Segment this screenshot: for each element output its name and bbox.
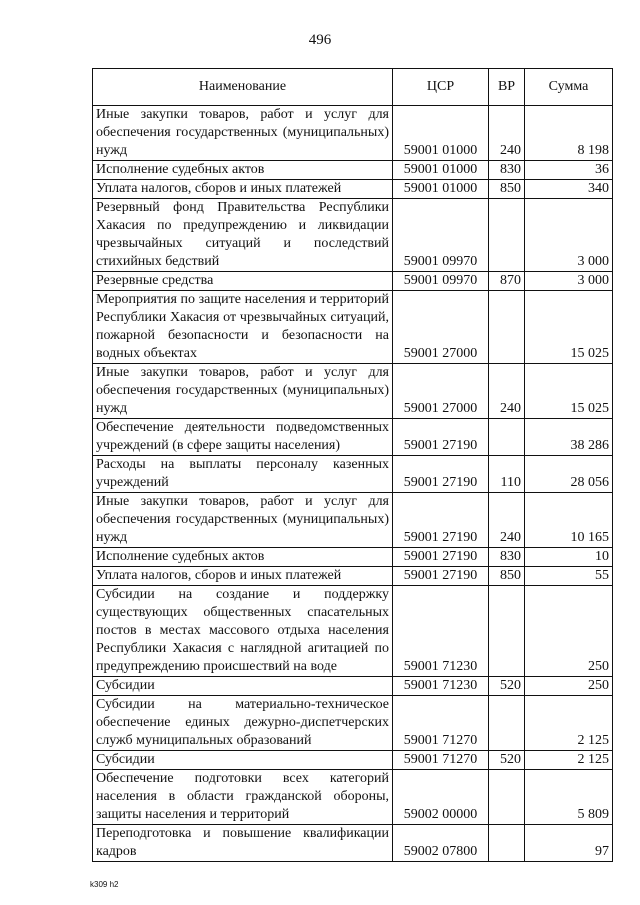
row-vr-cell xyxy=(489,825,525,862)
row-vr-cell: 240 xyxy=(489,106,525,161)
row-csr-cell: 59001 71270 xyxy=(393,751,489,770)
header-sum: Сумма xyxy=(525,69,613,106)
row-csr-cell: 59001 27190 xyxy=(393,548,489,567)
row-vr-cell xyxy=(489,770,525,825)
row-sum-cell: 3 000 xyxy=(525,272,613,291)
table-row xyxy=(93,770,613,825)
row-csr-cell: 59001 71230 xyxy=(393,677,489,696)
row-vr-cell xyxy=(489,419,525,456)
row-sum-cell: 10 165 xyxy=(525,493,613,548)
row-vr-cell: 240 xyxy=(489,493,525,548)
row-name-cell: Уплата налогов, сборов и иных платежей xyxy=(93,180,393,199)
row-name-cell: Субсидии на создание и поддержку существующих общественных спасательных постов в местах массового отдыха населения Республики Хакасия с наглядной агитацией по предупреждению происшествий на воде xyxy=(93,586,393,677)
row-name-cell: Уплата налогов, сборов и иных платежей xyxy=(93,567,393,586)
row-sum-cell: 3 000 xyxy=(525,199,613,272)
row-vr-cell: 850 xyxy=(489,567,525,586)
footer-code: k309 h2 xyxy=(90,880,119,889)
row-sum-cell: 2 125 xyxy=(525,751,613,770)
row-sum-cell: 15 025 xyxy=(525,364,613,419)
row-csr-cell: 59001 71270 xyxy=(393,696,489,751)
row-sum-cell: 2 125 xyxy=(525,696,613,751)
table-row xyxy=(93,677,613,696)
table-row xyxy=(93,493,613,548)
row-sum-cell: 10 xyxy=(525,548,613,567)
row-vr-cell: 240 xyxy=(489,364,525,419)
row-vr-cell: 870 xyxy=(489,272,525,291)
table-row xyxy=(93,180,613,199)
row-name-cell: Иные закупки товаров, работ и услуг для обеспечения государственных (муниципальных) нужд xyxy=(93,364,393,419)
table-row xyxy=(93,567,613,586)
row-csr-cell: 59001 01000 xyxy=(393,106,489,161)
row-name-cell: Обеспечение подготовки всех категорий населения в области гражданской обороны, защиты населения и территорий xyxy=(93,770,393,825)
row-sum-cell: 5 809 xyxy=(525,770,613,825)
table-row xyxy=(93,106,613,161)
row-name-cell: Резервный фонд Правительства Республики Хакасия по предупреждению и ликвидации чрезвычайных ситуаций и последствий стихийных бедствий xyxy=(93,199,393,272)
row-csr-cell: 59001 27000 xyxy=(393,291,489,364)
header-csr: ЦСР xyxy=(393,69,489,106)
header-name: Наименование xyxy=(93,69,393,106)
row-name-cell: Субсидии xyxy=(93,677,393,696)
row-vr-cell: 850 xyxy=(489,180,525,199)
table-body xyxy=(93,106,613,862)
row-csr-cell: 59001 09970 xyxy=(393,272,489,291)
row-csr-cell: 59001 27190 xyxy=(393,456,489,493)
row-name-cell: Субсидии на материально-техническое обеспечение единых дежурно-диспетчерских служб муниципальных образований xyxy=(93,696,393,751)
table-row xyxy=(93,456,613,493)
row-csr-cell: 59001 09970 xyxy=(393,199,489,272)
row-csr-cell: 59001 27190 xyxy=(393,493,489,548)
budget-table xyxy=(92,68,613,862)
table-row xyxy=(93,696,613,751)
row-vr-cell: 830 xyxy=(489,548,525,567)
row-csr-cell: 59001 27190 xyxy=(393,419,489,456)
row-name-cell: Исполнение судебных актов xyxy=(93,548,393,567)
row-sum-cell: 38 286 xyxy=(525,419,613,456)
row-vr-cell xyxy=(489,199,525,272)
row-csr-cell: 59001 01000 xyxy=(393,180,489,199)
row-csr-cell: 59001 27190 xyxy=(393,567,489,586)
table-row xyxy=(93,825,613,862)
table-row xyxy=(93,586,613,677)
row-sum-cell: 250 xyxy=(525,586,613,677)
row-csr-cell: 59001 01000 xyxy=(393,161,489,180)
row-sum-cell: 250 xyxy=(525,677,613,696)
row-csr-cell: 59002 07800 xyxy=(393,825,489,862)
row-name-cell: Расходы на выплаты персоналу казенных учреждений xyxy=(93,456,393,493)
table-row xyxy=(93,548,613,567)
table-header-row xyxy=(93,69,613,106)
row-name-cell: Мероприятия по защите населения и территорий Республики Хакасия от чрезвычайных ситуаций, пожарной безопасности и безопасности на водных объектах xyxy=(93,291,393,364)
table-row xyxy=(93,291,613,364)
row-sum-cell: 97 xyxy=(525,825,613,862)
row-vr-cell: 520 xyxy=(489,751,525,770)
table-row xyxy=(93,161,613,180)
table-row xyxy=(93,364,613,419)
row-sum-cell: 36 xyxy=(525,161,613,180)
header-vr: ВР xyxy=(489,69,525,106)
row-sum-cell: 55 xyxy=(525,567,613,586)
row-sum-cell: 15 025 xyxy=(525,291,613,364)
page-number: 496 xyxy=(308,32,332,48)
row-vr-cell: 830 xyxy=(489,161,525,180)
table-row xyxy=(93,199,613,272)
row-name-cell: Обеспечение деятельности подведомственных учреждений (в сфере защиты населения) xyxy=(93,419,393,456)
table-row xyxy=(93,751,613,770)
row-name-cell: Иные закупки товаров, работ и услуг для обеспечения государственных (муниципальных) нужд xyxy=(93,493,393,548)
row-vr-cell: 520 xyxy=(489,677,525,696)
row-vr-cell xyxy=(489,696,525,751)
row-name-cell: Переподготовка и повышение квалификации кадров xyxy=(93,825,393,862)
row-name-cell: Исполнение судебных актов xyxy=(93,161,393,180)
row-name-cell: Субсидии xyxy=(93,751,393,770)
table-row xyxy=(93,419,613,456)
row-csr-cell: 59001 27000 xyxy=(393,364,489,419)
row-sum-cell: 28 056 xyxy=(525,456,613,493)
row-name-cell: Резервные средства xyxy=(93,272,393,291)
row-csr-cell: 59002 00000 xyxy=(393,770,489,825)
row-csr-cell: 59001 71230 xyxy=(393,586,489,677)
row-name-cell: Иные закупки товаров, работ и услуг для обеспечения государственных (муниципальных) нужд xyxy=(93,106,393,161)
row-vr-cell xyxy=(489,586,525,677)
row-vr-cell xyxy=(489,291,525,364)
table-row xyxy=(93,272,613,291)
row-sum-cell: 8 198 xyxy=(525,106,613,161)
row-sum-cell: 340 xyxy=(525,180,613,199)
row-vr-cell: 110 xyxy=(489,456,525,493)
